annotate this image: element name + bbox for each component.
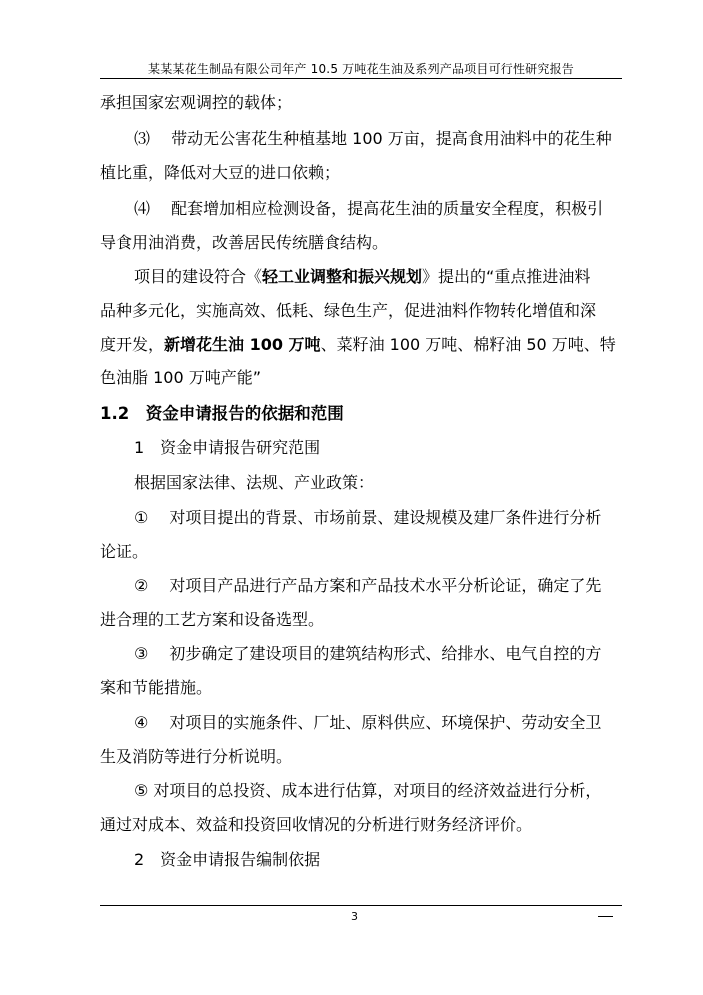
list-item-1: ① 对项目提出的背景、市场前景、建设规模及建厂条件进行分析: [134, 508, 602, 527]
body-line-6-pre: 项目的建设符合《: [134, 267, 263, 286]
peanut-oil-emphasis: 新增花生油 100 万吨: [164, 335, 321, 354]
running-header: 某某某花生制品有限公司年产 10.5 万吨花生油及系列产品项目可行性研究报告: [148, 62, 574, 76]
body-line-6-post: 》提出的“重点推进油料: [422, 267, 591, 286]
body-line-7: 品种多元化，实施高效、低耗、绿色生产，促进油料作物转化增值和深: [100, 301, 597, 320]
list-item-3: ③ 初步确定了建设项目的建筑结构形式、给排水、电气自控的方: [134, 644, 602, 663]
body-line-2: ⑶ 带动无公害花生种植基地 100 万亩，提高食用油料中的花生种: [134, 129, 612, 148]
footer-divider: [100, 905, 622, 906]
footer-dash: [598, 916, 613, 917]
list-item-3-cont: 案和节能措施。: [100, 678, 213, 697]
subsection-heading-2: 2 资金申请报告编制依据: [134, 850, 321, 869]
body-line-6: [134, 266, 590, 288]
plan-title-emphasis: 轻工业调整和振兴规划: [262, 267, 423, 286]
subsection-heading-1: 1 资金申请报告研究范围: [134, 438, 321, 457]
body-line-12: 根据国家法律、法规、产业政策：: [134, 473, 375, 492]
list-item-4-cont: 生及消防等进行分析说明。: [100, 747, 293, 766]
list-item-2: ② 对项目产品进行产品方案和产品技术水平分析论证，确定了先: [134, 576, 602, 595]
body-line-5: 导食用油消费，改善居民传统膳食结构。: [100, 233, 389, 252]
body-line-4: ⑷ 配套增加相应检测设备，提高花生油的质量安全程度，积极引: [134, 199, 604, 218]
list-item-4: ④ 对项目的实施条件、厂址、原料供应、环境保护、劳动安全卫: [134, 713, 602, 732]
list-item-2-cont: 进合理的工艺方案和设备选型。: [100, 610, 325, 629]
body-line-3: 植比重，降低对大豆的进口依赖；: [100, 163, 341, 182]
body-line-8-pre: 度开发，: [100, 335, 165, 354]
list-item-1-cont: 论证。: [100, 542, 149, 561]
body-line-8-post: 、菜籽油 100 万吨、棉籽油 50 万吨、特: [320, 335, 616, 354]
section-heading: 1.2 资金申请报告的依据和范围: [100, 404, 344, 423]
body-line-9: 色油脂 100 万吨产能”: [100, 368, 262, 387]
header-divider: [100, 78, 622, 79]
body-line-8: [100, 334, 616, 356]
list-item-5: ⑤ 对项目的总投资、成本进行估算，对项目的经济效益进行分析，: [134, 781, 602, 800]
list-item-5-cont: 通过对成本、效益和投资回收情况的分析进行财务经济评价。: [100, 815, 533, 834]
page-number: 3: [351, 910, 358, 923]
body-line-1: 承担国家宏观调控的载体；: [100, 93, 293, 112]
